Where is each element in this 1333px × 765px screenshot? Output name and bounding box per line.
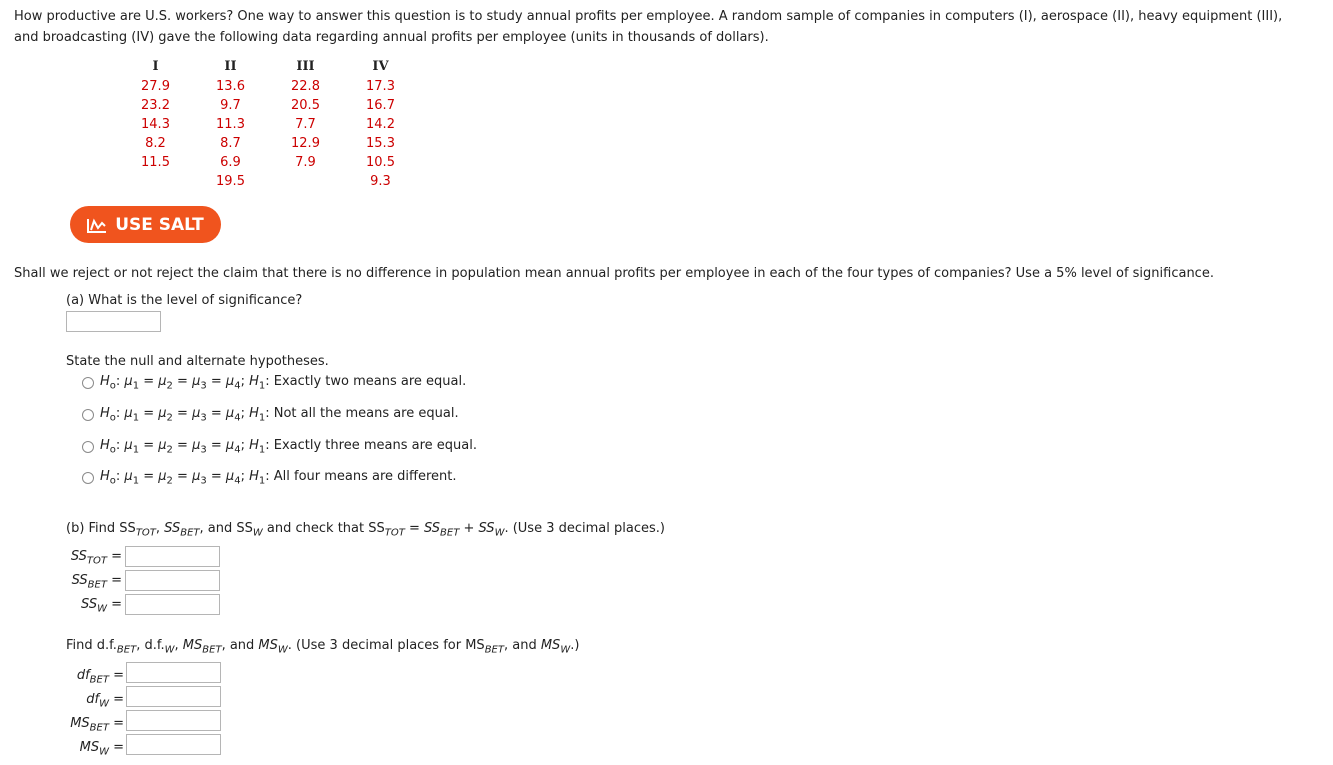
table-cell xyxy=(268,172,343,191)
table-cell: 20.5 xyxy=(291,98,320,113)
intro-line-2: and broadcasting (IV) gave the following data regarding annual profits per employee (units in thousands of dollars). xyxy=(14,30,769,45)
table-cell: 11.3 xyxy=(216,117,245,132)
option-text: Exactly three means are equal. xyxy=(273,438,477,454)
radio-button[interactable] xyxy=(82,377,94,389)
table-cell: 7.7 xyxy=(295,117,316,132)
hypotheses-prompt: State the null and alternate hypotheses. xyxy=(66,354,329,369)
column-header: III xyxy=(296,59,315,74)
table-row xyxy=(118,77,418,96)
table-cell xyxy=(118,172,193,191)
table-cell: 11.5 xyxy=(141,155,170,170)
radio-button[interactable] xyxy=(82,409,94,421)
significance-level-input[interactable] xyxy=(66,311,161,332)
table-header-row xyxy=(118,56,418,77)
ss-w-input[interactable] xyxy=(125,594,220,615)
ss-bet-input[interactable] xyxy=(125,570,220,591)
hypothesis-option-3[interactable]: $H_o$: $\mu_1 = \mu_2 = \mu_3 = \mu_4$; $H_1$: Exactly three means are equal. xyxy=(82,437,477,457)
radio-button[interactable] xyxy=(82,441,94,453)
table-cell: 12.9 xyxy=(291,136,320,151)
problem-intro xyxy=(14,6,1319,48)
ms-bet-label: $MS_{BET}$ = xyxy=(70,716,124,734)
table-cell: 15.3 xyxy=(366,136,395,151)
option-text: Exactly two means are equal. xyxy=(273,374,467,390)
question-text: Shall we reject or not reject the claim that there is no difference in population mean annual profits per employee in each of the four types of companies? Use a 5% level of significance. xyxy=(14,266,1214,281)
hypothesis-option-4[interactable]: $H_o$: $\mu_1 = \mu_2 = \mu_3 = \mu_4$; $H_1$: All four means are different. xyxy=(82,468,457,488)
table-cell: 8.7 xyxy=(220,136,241,151)
use-salt-label: USE SALT xyxy=(115,214,204,235)
table-cell: 9.7 xyxy=(220,98,241,113)
column-header: II xyxy=(224,59,237,74)
ss-tot-input[interactable] xyxy=(125,546,220,567)
table-row xyxy=(118,172,418,191)
df-w-input[interactable] xyxy=(126,686,221,707)
table-cell: 27.9 xyxy=(141,79,170,94)
table-cell: 13.6 xyxy=(216,79,245,94)
data-table xyxy=(118,56,418,191)
table-cell: 7.9 xyxy=(295,155,316,170)
use-salt-button[interactable] xyxy=(70,206,221,243)
intro-line-1: How productive are U.S. workers? One way to answer this question is to study annual profits per employee. A random sample of companies in computers (I), aerospace (II), heavy equipment (III), xyxy=(14,9,1283,24)
radio-button[interactable] xyxy=(82,472,94,484)
table-row xyxy=(118,153,418,172)
table-row xyxy=(118,134,418,153)
df-bet-input[interactable] xyxy=(126,662,221,683)
table-cell: 14.2 xyxy=(366,117,395,132)
column-header: IV xyxy=(372,59,389,74)
table-cell: 23.2 xyxy=(141,98,170,113)
table-cell: 14.3 xyxy=(141,117,170,132)
part-a-prompt: (a) What is the level of significance? xyxy=(66,293,303,308)
ss-tot-label: $SS_{TOT}$ = xyxy=(70,549,122,567)
ms-bet-input[interactable] xyxy=(126,710,221,731)
ms-w-input[interactable] xyxy=(126,734,221,755)
chart-line-icon xyxy=(87,217,107,233)
ms-w-label: $MS_W$ = xyxy=(79,740,124,758)
option-text: All four means are different. xyxy=(273,469,457,485)
hypothesis-option-2[interactable]: $H_o$: $\mu_1 = \mu_2 = \mu_3 = \mu_4$; $H_1$: Not all the means are equal. xyxy=(82,405,459,425)
ss-w-label: $SS_W$ = xyxy=(81,597,122,615)
part-b-prompt: (b) Find $SS_{TOT}$, $SS_{BET}$, and $SS_W$ and check that $SS_{TOT} = SS_{BET} + SS_W$. (Use 3 decimal places.) xyxy=(66,521,665,539)
table-cell: 6.9 xyxy=(220,155,241,170)
df-w-label: $df_W$ = xyxy=(86,692,124,710)
table-row xyxy=(118,96,418,115)
table-cell: 16.7 xyxy=(366,98,395,113)
table-cell: 9.3 xyxy=(370,174,391,189)
table-cell: 8.2 xyxy=(145,136,166,151)
option-text: Not all the means are equal. xyxy=(273,406,459,422)
find-df-prompt: Find $d.f._{BET}$, $d.f._W$, $MS_{BET}$, and $MS_W$. (Use 3 decimal places for $MS_{BET}$, and $MS_W$.) xyxy=(66,638,580,656)
table-cell: 19.5 xyxy=(216,174,245,189)
column-header: I xyxy=(152,59,159,74)
table-cell: 10.5 xyxy=(366,155,395,170)
hypothesis-option-1[interactable]: $H_o$: $\mu_1 = \mu_2 = \mu_3 = \mu_4$; $H_1$: Exactly two means are equal. xyxy=(82,373,466,393)
null-h-label: H xyxy=(100,374,110,390)
table-row xyxy=(118,115,418,134)
table-cell: 22.8 xyxy=(291,79,320,94)
ss-bet-label: $SS_{BET}$ = xyxy=(71,573,122,591)
df-bet-label: $df_{BET}$ = xyxy=(76,668,124,686)
table-cell: 17.3 xyxy=(366,79,395,94)
